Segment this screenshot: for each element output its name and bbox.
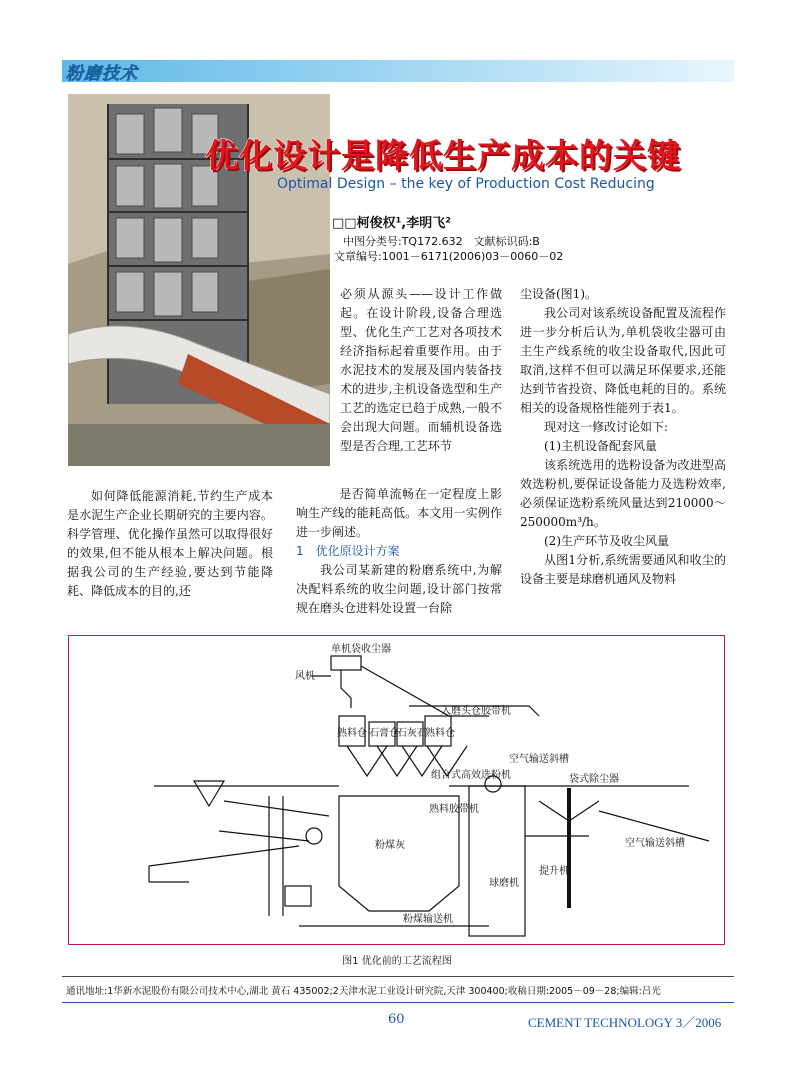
right-column bbox=[520, 285, 726, 589]
mid-column bbox=[296, 485, 502, 618]
label-clinker-bin: 熟料仓 bbox=[337, 728, 367, 739]
article-authors: □□柯俊权¹,李明飞² bbox=[332, 216, 451, 231]
label-ball-mill: 球磨机 bbox=[489, 878, 519, 889]
right-col-p4: 该系统选用的选粉设备为改进型高效选粉机,要保证设备能力及选粉效率,必须保证选粉系统风量达到210000～250000m³/h。 bbox=[520, 458, 726, 529]
left-column bbox=[67, 487, 273, 601]
section-heading-1: 1 优化原设计方案 bbox=[296, 544, 400, 558]
label-limestone-bin: 石灰石 bbox=[397, 728, 427, 739]
process-flow-diagram bbox=[69, 636, 726, 946]
footnote-address: 通讯地址:1华新水泥股份有限公司技术中心,湖北 黄石 435002;2天津水泥工业设计研究院,天津 300400;收稿日期:2005－09－28;编辑:吕光 bbox=[66, 986, 661, 997]
footnote-rule bbox=[62, 976, 734, 977]
label-clinker-belt: 熟料胶带机 bbox=[429, 804, 479, 815]
page-number: 60 bbox=[388, 1012, 405, 1027]
label-bag-filter: 袋式除尘器 bbox=[569, 774, 619, 785]
process-flow-figure bbox=[68, 635, 725, 945]
classification-line: 中图分类号:TQ172.632 文献标识码:B bbox=[343, 235, 540, 248]
label-clinker-bin2: 熟料仓 bbox=[425, 728, 455, 739]
label-gypsum-bin: 石膏仓 bbox=[369, 728, 399, 739]
left-col-paragraph: 如何降低能源消耗,节约生产成本是水泥生产企业长期研究的主要内容。科学管理、优化操作虽然可以取得很好的效果,但不能从根本上解决问题。根据我公司的生产经验,要达到节能降耗、降低成本的目的,还 bbox=[67, 489, 273, 598]
right-col-p6: 从图1分析,系统需要通风和收尘的设备主要是球磨机通风及物料 bbox=[520, 553, 726, 586]
article-title: 优化设计是降低生产成本的关键 bbox=[205, 136, 681, 175]
label-fly-ash-conveyor: 粉煤输送机 bbox=[403, 914, 453, 925]
mid-col-continue: 是否简单流畅在一定程度上影响生产线的能耗高低。本文用一实例作进一步阐述。 bbox=[296, 487, 502, 539]
article-subtitle: Optimal Design – the key of Production Cost Reducing bbox=[277, 176, 655, 192]
mid-column-top bbox=[340, 285, 502, 456]
mid-col-paragraph: 我公司某新建的粉磨系统中,为解决配料系统的收尘问题,设计部门按常规在磨头仓进料处设置一台除 bbox=[296, 563, 502, 615]
label-to-mill-belt: 入磨头仓胶带机 bbox=[441, 706, 511, 717]
label-fan: 风机 bbox=[295, 671, 315, 682]
right-col-p0: 尘设备(图1)。 bbox=[520, 287, 597, 301]
section-label: 粉磨技术 bbox=[66, 64, 138, 84]
article-number-line: 文章编号:1001－6171(2006)03－0060－02 bbox=[334, 250, 564, 263]
right-col-p1: 我公司对该系统设备配置及流程作进一步分析后认为,单机袋收尘器可由主生产线系统的收尘设备取代,因此可取消,这样不但可以满足环保要求,还能达到节省投资、降低电耗的目的。系统相关的设备规格性能列于表1。 bbox=[520, 306, 726, 415]
right-col-p2: 现对这一修改讨论如下: bbox=[544, 420, 669, 434]
label-air-slide-top: 空气输送斜槽 bbox=[509, 754, 569, 765]
label-air-slide-right: 空气输送斜槽 bbox=[625, 838, 685, 849]
label-elevator: 提升机 bbox=[539, 866, 569, 877]
label-bag-filter-single: 单机袋收尘器 bbox=[331, 644, 391, 655]
label-fly-ash: 粉煤灰 bbox=[375, 840, 405, 851]
section-header-bar bbox=[62, 60, 734, 82]
footer-rule bbox=[62, 1002, 734, 1003]
journal-name: CEMENT TECHNOLOGY 3／2006 bbox=[528, 1015, 722, 1030]
right-col-p5: (2)生产环节及收尘风量 bbox=[544, 534, 669, 548]
figure-caption: 图1 优化前的工艺流程图 bbox=[342, 956, 452, 967]
mid-col-top-text: 必须从源头——设计工作做起。在设计阶段,设备合理选型、优化生产工艺对各项技术经济指标起着重要作用。由于水泥技术的发展及国内装备技术的进步,主机设备选型和生产工艺的选定已趋于成熟,一般不会出现大问题。而辅机设备选型是否合理,工艺环节 bbox=[340, 287, 502, 453]
label-separator: 组合式高效选粉机 bbox=[431, 770, 511, 781]
right-col-p3: (1)主机设备配套风量 bbox=[544, 439, 657, 453]
